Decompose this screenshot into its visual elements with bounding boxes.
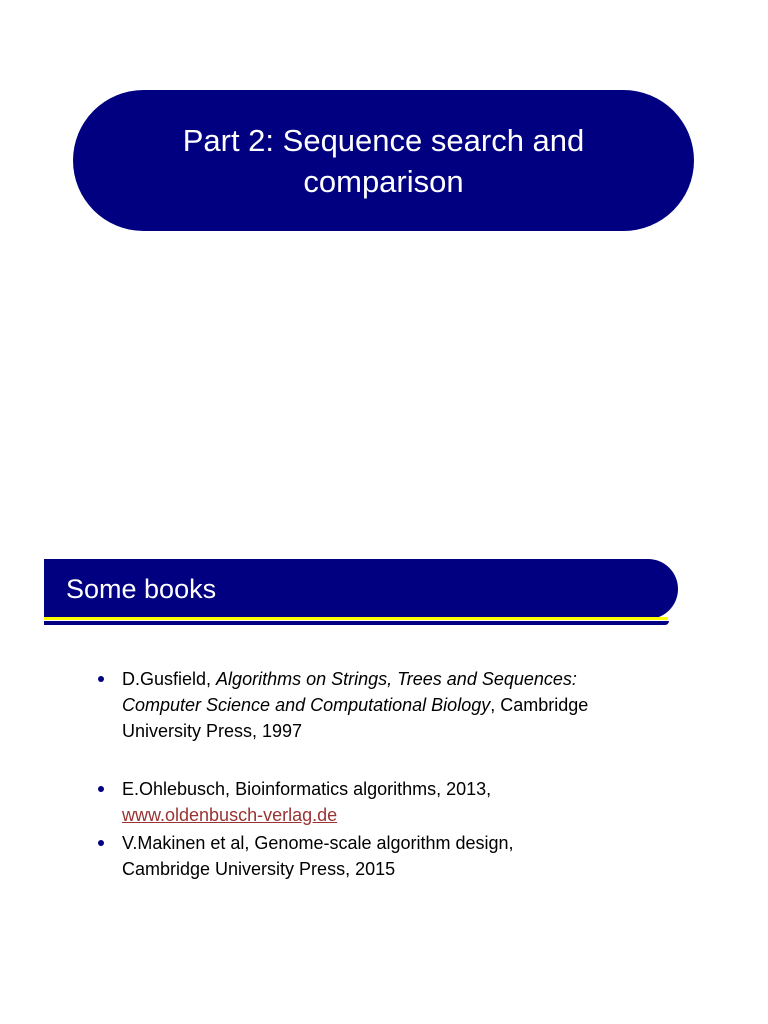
book-entry-text xyxy=(122,830,682,882)
book-author: D.Gusfield, xyxy=(122,669,217,689)
book-entry-text xyxy=(122,666,682,744)
section-underline-rule xyxy=(44,621,669,625)
bullet-icon xyxy=(98,840,104,846)
book-entry-text xyxy=(122,776,682,828)
book-publisher-tail: , Cambridge xyxy=(490,695,589,715)
book-entry-line xyxy=(122,692,682,718)
book-entry-line: Cambridge University Press, 2015 xyxy=(122,859,396,879)
section-heading: Some books xyxy=(66,574,217,604)
book-entry-line: E.Ohlebusch, Bioinformatics algorithms, 2013, xyxy=(122,779,492,799)
section-accent-rule xyxy=(44,617,668,620)
book-entry-line: V.Makinen et al, Genome-scale algorithm design, xyxy=(122,833,514,853)
publisher-website-link[interactable]: www.oldenbusch-verlag.de xyxy=(122,805,338,825)
title-line-1: Part 2: Sequence search and xyxy=(182,122,585,158)
bullet-icon xyxy=(98,676,104,682)
section-header-bar xyxy=(44,559,678,619)
bullet-icon xyxy=(98,786,104,792)
title-line-2: comparison xyxy=(303,163,464,199)
book-title-part-2: Computer Science and Computational Biology xyxy=(122,695,491,715)
book-entry-line xyxy=(122,666,682,692)
book-title-part-1: Algorithms on Strings, Trees and Sequences: xyxy=(216,669,577,689)
book-entry-line xyxy=(122,802,682,828)
title-banner xyxy=(73,90,694,231)
book-publisher-line: University Press, 1997 xyxy=(122,721,303,741)
